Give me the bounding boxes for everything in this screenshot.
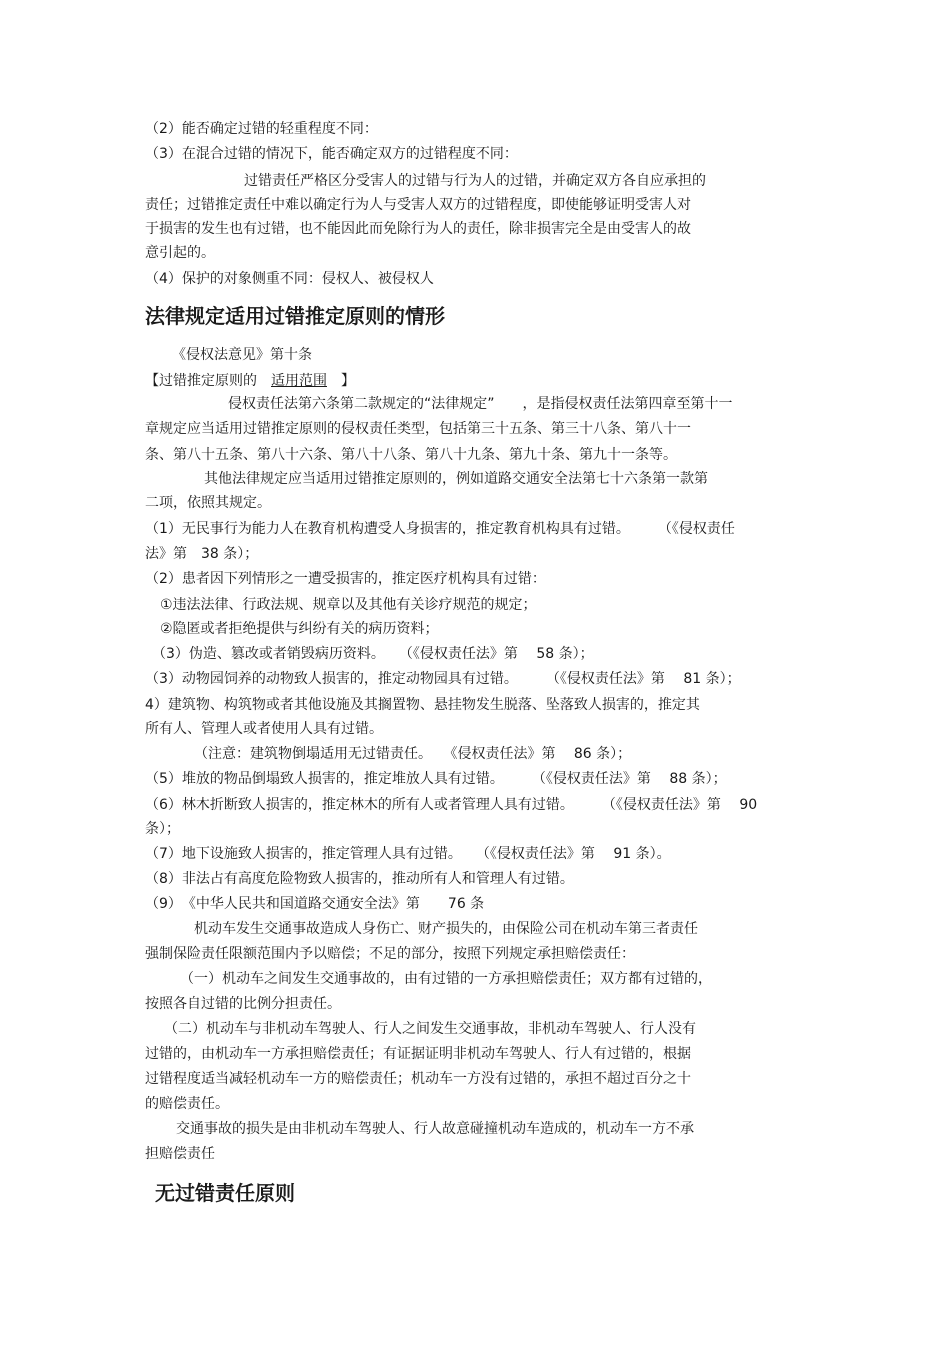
text-line: 《侵权法意见》第十条 bbox=[172, 347, 312, 363]
section-heading: 法律规定适用过错推定原则的情形 bbox=[145, 304, 445, 328]
text-line: 所有人、管理人或者使用人具有过错。 bbox=[145, 721, 383, 737]
text-line: （一）机动车之间发生交通事故的，由有过错的一方承担赔偿责任；双方都有过错的， bbox=[180, 971, 712, 987]
text-line: （2）能否确定过错的轻重程度不同： bbox=[145, 121, 378, 137]
text-line: （9） 《中华人民共和国道路交通安全法》第 76 条 bbox=[145, 896, 485, 912]
text-line: （二）机动车与非机动车驾驶人、行人之间发生交通事故，非机动车驾驶人、行人没有 bbox=[164, 1021, 696, 1037]
bracket-prefix: 【过错推定原则的 bbox=[145, 373, 271, 389]
text-line: （2）患者因下列情形之一遭受损害的，推定医疗机构具有过错： bbox=[145, 571, 546, 587]
text-line: （注意：建筑物倒塌适用无过错责任。 《侵权责任法》第 86 条）； bbox=[194, 746, 632, 762]
text-line: （5）堆放的物品倒塌致人损害的，推定堆放人具有过错。 （《侵权责任法》第 88 条）； bbox=[145, 771, 727, 787]
text-line: 过错责任严格区分受害人的过错与行为人的过错，并确定双方各自应承担的 bbox=[244, 173, 706, 189]
text-line: （7）地下设施致人损害的，推定管理人具有过错。 （《侵权责任法》第 91 条）。 bbox=[145, 846, 671, 862]
text-line: （3）伪造、篡改或者销毁病历资料。 （《侵权责任法》第 58 条）； bbox=[152, 646, 594, 662]
text-line: 二项，依照其规定。 bbox=[145, 495, 271, 511]
text-line: （6）林木折断致人损害的，推定林木的所有人或者管理人具有过错。 （《侵权责任法》第 90 bbox=[145, 797, 758, 813]
text-line: 交通事故的损失是由非机动车驾驶人、行人故意碰撞机动车造成的，机动车一方不承 bbox=[176, 1121, 694, 1137]
bracket-line bbox=[145, 372, 355, 390]
text-line: 机动车发生交通事故造成人身伤亡、财产损失的，由保险公司在机动车第三者责任 bbox=[194, 921, 698, 937]
text-line: 条、第八十五条、第八十六条、第八十八条、第八十九条、第九十条、第九十一条等。 bbox=[145, 447, 677, 463]
text-line: 4）建筑物、构筑物或者其他设施及其搁置物、悬挂物发生脱落、坠落致人损害的，推定其 bbox=[145, 697, 700, 713]
text-line: 意引起的。 bbox=[145, 245, 215, 261]
text-line: 责任；过错推定责任中难以确定行为人与受害人双方的过错程度，即使能够证明受害人对 bbox=[145, 197, 691, 213]
text-line: ②隐匿或者拒绝提供与纠纷有关的病历资料； bbox=[160, 621, 439, 637]
text-line: 过错程度适当减轻机动车一方的赔偿责任；机动车一方没有过错的，承担不超过百分之十 bbox=[145, 1071, 691, 1087]
text-line: （4）保护的对象侧重不同：侵权人、被侵权人 bbox=[145, 271, 434, 287]
text-line: 担赔偿责任 bbox=[145, 1146, 215, 1162]
text-line: 侵权责任法第六条第二款规定的“法律规定” ，是指侵权责任法第四章至第十一 bbox=[228, 396, 733, 412]
text-line: ①违法法律、行政法规、规章以及其他有关诊疗规范的规定； bbox=[160, 597, 537, 613]
text-line: （3）动物园饲养的动物致人损害的，推定动物园具有过错。 （《侵权责任法》第 81 条）； bbox=[145, 671, 741, 687]
text-line: 强制保险责任限额范围内予以赔偿；不足的部分，按照下列规定承担赔偿责任： bbox=[145, 946, 635, 962]
bracket-suffix: 】 bbox=[327, 373, 355, 389]
text-line: 于损害的发生也有过错，也不能因此而免除行为人的责任，除非损害完全是由受害人的故 bbox=[145, 221, 691, 237]
text-line: 章规定应当适用过错推定原则的侵权责任类型，包括第三十五条、第三十八条、第八十一 bbox=[145, 421, 691, 437]
text-line: （3）在混合过错的情况下，能否确定双方的过错程度不同： bbox=[145, 146, 518, 162]
text-line: 其他法律规定应当适用过错推定原则的，例如道路交通安全法第七十六条第一款第 bbox=[204, 471, 708, 487]
text-line: （8）非法占有高度危险物致人损害的，推动所有人和管理人有过错。 bbox=[145, 871, 574, 887]
scope-link[interactable]: 适用范围 bbox=[271, 373, 327, 389]
text-line: （1）无民事行为能力人在教育机构遭受人身损害的，推定教育机构具有过错。 （《侵权责任 bbox=[145, 521, 735, 537]
text-line: 过错的，由机动车一方承担赔偿责任；有证据证明非机动车驾驶人、行人有过错的，根据 bbox=[145, 1046, 691, 1062]
text-line: 条）； bbox=[145, 821, 180, 837]
text-line: 法》第 38 条）； bbox=[145, 546, 259, 562]
section-heading: 无过错责任原则 bbox=[155, 1181, 295, 1205]
text-line: 按照各自过错的比例分担责任。 bbox=[145, 996, 341, 1012]
text-line: 的赔偿责任。 bbox=[145, 1096, 229, 1112]
